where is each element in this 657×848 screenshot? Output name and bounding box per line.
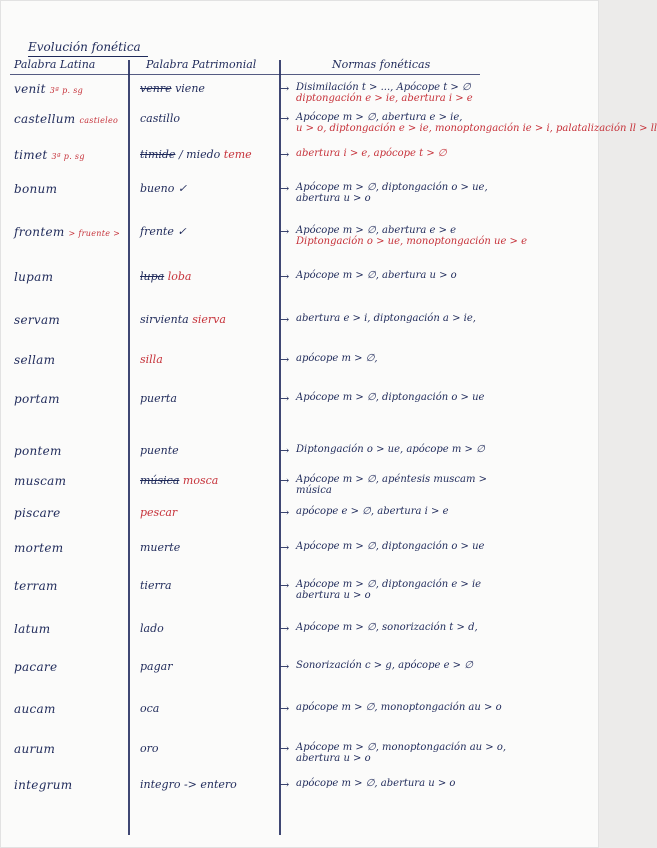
patrimonial-word-text: tierra: [140, 579, 172, 592]
arrow-icon: →: [280, 474, 290, 487]
arrow-icon: →: [280, 82, 290, 95]
arrow-icon: →: [280, 182, 290, 195]
patrimonial-word-text: puente: [140, 444, 179, 457]
table-row: [0, 742, 599, 768]
arrow-icon: →: [280, 353, 290, 366]
arrow-icon: →: [280, 225, 290, 238]
latin-word: [14, 541, 63, 555]
latin-word: [14, 474, 66, 488]
table-row: [0, 474, 599, 500]
phonetic-rule: [296, 182, 488, 204]
rule-line: apócope m > ∅, monoptongación au > o: [296, 702, 502, 713]
arrow-icon: →: [280, 112, 290, 125]
latin-word: [14, 112, 118, 126]
patrimonial-word-text: castillo: [140, 112, 180, 125]
rule-line: apócope m > ∅,: [296, 353, 378, 364]
latin-word: [14, 270, 53, 284]
latin-note: 3ª p. sg: [49, 86, 84, 95]
table-row: [0, 622, 599, 648]
rule-line: apócope e > ∅, abertura i > e: [296, 506, 449, 517]
table-row: [0, 82, 599, 108]
patrimonial-word: [140, 313, 226, 326]
latin-word-text: lupam: [14, 270, 54, 284]
latin-word: [14, 225, 120, 239]
arrow-icon: →: [280, 392, 290, 405]
rule-line: Disimilación t > ..., Apócope t > ∅: [296, 82, 471, 93]
phonetic-rule: [296, 506, 449, 517]
rule-line: abertura e > i, diptongación a > ie,: [296, 313, 476, 324]
arrow-icon: →: [280, 270, 290, 283]
latin-word: [14, 82, 83, 96]
struck-word: timide: [140, 148, 176, 161]
latin-word-text: latum: [14, 622, 51, 636]
phonetic-rule: [296, 392, 484, 403]
latin-word-text: sellam: [14, 353, 56, 367]
latin-word: [14, 182, 57, 196]
table-row: [0, 506, 599, 532]
patrimonial-word: [140, 702, 159, 715]
page-title: Evolución fonética: [28, 40, 141, 54]
latin-word-text: castellum: [14, 112, 76, 126]
rule-line: abertura u > o: [296, 753, 371, 764]
patrimonial-word: [140, 82, 205, 95]
latin-word-text: aurum: [14, 742, 56, 756]
arrow-icon: →: [280, 579, 290, 592]
patrimonial-word: [140, 541, 180, 554]
patrimonial-word-text: pagar: [140, 660, 173, 673]
patrimonial-word-text: viene: [175, 82, 205, 95]
latin-word: [14, 313, 60, 327]
phonetic-rule: [296, 541, 484, 552]
latin-word-text: timet: [14, 148, 48, 162]
arrow-icon: →: [280, 541, 290, 554]
patrimonial-word-text: oro: [140, 742, 159, 755]
latin-word-text: bonum: [14, 182, 58, 196]
patrimonial-word: [140, 474, 218, 487]
rule-line: Apócope m > ∅, diptongación o > ue,: [296, 182, 488, 193]
patrimonial-word: [140, 225, 187, 238]
latin-word-text: integrum: [14, 778, 73, 792]
phonetic-rule: [296, 778, 455, 789]
rule-line: u > o, diptongación e > ie, monoptongación ie > i, palatalización ll > ll: [296, 123, 657, 134]
latin-word: [14, 353, 55, 367]
latin-word-text: pontem: [14, 444, 62, 458]
latin-word-text: mortem: [14, 541, 64, 555]
rule-line: Apócope m > ∅, diptongación e > ie: [296, 579, 482, 590]
latin-word-text: terram: [14, 579, 58, 593]
table-row: [0, 392, 599, 418]
patrimonial-word-text: bueno ✓: [140, 182, 188, 195]
latin-word-text: portam: [14, 392, 60, 406]
patrimonial-word-text: puerta: [140, 392, 177, 405]
patrimonial-word: [140, 112, 180, 125]
latin-word-text: muscam: [14, 474, 67, 488]
patrimonial-word: [140, 778, 237, 791]
patrimonial-word: [140, 622, 164, 635]
phonetic-rule: [296, 474, 487, 496]
latin-word: [14, 148, 85, 162]
patrimonial-word: [140, 579, 172, 592]
table-row: [0, 702, 599, 728]
latin-word: [14, 506, 61, 520]
rule-line: apócope m > ∅, abertura u > o: [296, 778, 456, 789]
latin-word: [14, 392, 60, 406]
phonetic-rule: [296, 622, 478, 633]
arrow-icon: →: [280, 506, 290, 519]
patrimonial-word-text: sirvienta: [140, 313, 189, 326]
correction-word: teme: [223, 148, 252, 161]
arrow-icon: →: [280, 742, 290, 755]
table-row: [0, 778, 599, 804]
latin-word: [14, 660, 57, 674]
arrow-icon: →: [280, 622, 290, 635]
table-row: [0, 270, 599, 296]
patrimonial-word: [140, 353, 163, 366]
rule-line: Apócope m > ∅, sonorización t > d,: [296, 622, 478, 633]
rule-line: Apócope m > ∅, abertura e > ie,: [296, 112, 463, 123]
table-row: [0, 313, 599, 339]
header-patrimonial: Palabra Patrimonial: [146, 58, 257, 71]
arrow-icon: →: [280, 778, 290, 791]
rule-line: Apócope m > ∅, monoptongación au > o,: [296, 742, 507, 753]
header-latin: Palabra Latina: [14, 58, 96, 71]
struck-word: venre: [140, 82, 172, 95]
phonetic-rule: [296, 742, 506, 764]
phonetic-rule: [296, 579, 481, 601]
phonetic-rule: [296, 444, 485, 455]
latin-word: [14, 579, 58, 593]
phonetic-rule: [296, 225, 527, 247]
phonetic-rule: [296, 112, 657, 134]
patrimonial-word: [140, 660, 172, 673]
table-row: [0, 579, 599, 605]
phonetic-rule: [296, 148, 447, 159]
correction-word: pescar: [140, 506, 178, 519]
patrimonial-word: [140, 444, 179, 457]
latin-word: [14, 702, 56, 716]
phonetic-rule: [296, 270, 457, 281]
patrimonial-word: [140, 182, 187, 195]
latin-word-text: servam: [14, 313, 61, 327]
arrow-icon: →: [280, 702, 290, 715]
latin-word-text: venit: [14, 82, 46, 96]
arrow-icon: →: [280, 148, 290, 161]
phonetic-rule: [296, 702, 502, 713]
correction-word: loba: [167, 270, 192, 283]
latin-note: > fruente >: [68, 229, 121, 238]
phonetic-rule: [296, 313, 476, 324]
table-row: [0, 112, 657, 138]
rule-line: diptongación e > ie, abertura i > e: [296, 93, 473, 104]
rule-line: Apócope m > ∅, diptongación o > ue: [296, 392, 485, 403]
struck-word: música: [140, 474, 180, 487]
patrimonial-word: [140, 270, 191, 283]
phonetic-rule: [296, 353, 378, 364]
latin-word-text: frontem: [14, 225, 65, 239]
latin-word-text: aucam: [14, 702, 56, 716]
arrow-icon: →: [280, 313, 290, 326]
patrimonial-word-text: muerte: [140, 541, 181, 554]
rule-line: Apócope m > ∅, abertura e > e: [296, 225, 457, 236]
latin-note: 3ª p. sg: [51, 152, 85, 161]
latin-word-text: piscare: [14, 506, 61, 520]
correction-word: mosca: [182, 474, 219, 487]
patrimonial-word-text: lado: [140, 622, 164, 635]
patrimonial-word: [140, 742, 159, 755]
rule-line: Diptongación o > ue, monoptongación ue > e: [296, 236, 528, 247]
correction-word: sierva: [192, 313, 226, 326]
table-row: [0, 148, 599, 174]
phonetic-rule: [296, 82, 473, 104]
rule-line: Sonorización c > g, apócope e > ∅: [296, 660, 473, 671]
latin-word: [14, 444, 62, 458]
struck-word: lupa: [140, 270, 165, 283]
rule-line: abertura u > o: [296, 193, 371, 204]
table-row: [0, 541, 599, 567]
patrimonial-word-text: integro -> entero: [140, 778, 237, 791]
correction-word: silla: [140, 353, 163, 366]
table-row: [0, 353, 599, 379]
rule-line: Apócope m > ∅, diptongación o > ue: [296, 541, 485, 552]
rule-line: abertura u > o: [296, 590, 371, 601]
arrow-icon: →: [280, 660, 290, 673]
rule-line: Apócope m > ∅, apéntesis muscam >: [296, 474, 488, 485]
patrimonial-word-text: frente ✓: [140, 225, 187, 238]
arrow-icon: →: [280, 444, 290, 457]
table-row: [0, 444, 599, 470]
patrimonial-word-text: oca: [140, 702, 160, 715]
table-row: [0, 182, 599, 208]
latin-word: [14, 622, 50, 636]
header-normas: Normas fonéticas: [332, 58, 431, 71]
patrimonial-word: [140, 148, 252, 161]
latin-word: [14, 742, 55, 756]
rule-line: música: [296, 485, 332, 496]
phonetic-rule: [296, 660, 473, 671]
table-row: [0, 225, 599, 251]
patrimonial-word: [140, 392, 177, 405]
patrimonial-word: [140, 506, 177, 519]
rule-line: abertura i > e, apócope t > ∅: [296, 148, 447, 159]
rule-line: Apócope m > ∅, abertura u > o: [296, 270, 457, 281]
patrimonial-word-text: / miedo: [178, 148, 221, 161]
latin-note: castieleo: [79, 116, 119, 125]
latin-word-text: pacare: [14, 660, 58, 674]
rule-line: Diptongación o > ue, apócope m > ∅: [296, 444, 485, 455]
latin-word: [14, 778, 72, 792]
table-row: [0, 660, 599, 686]
